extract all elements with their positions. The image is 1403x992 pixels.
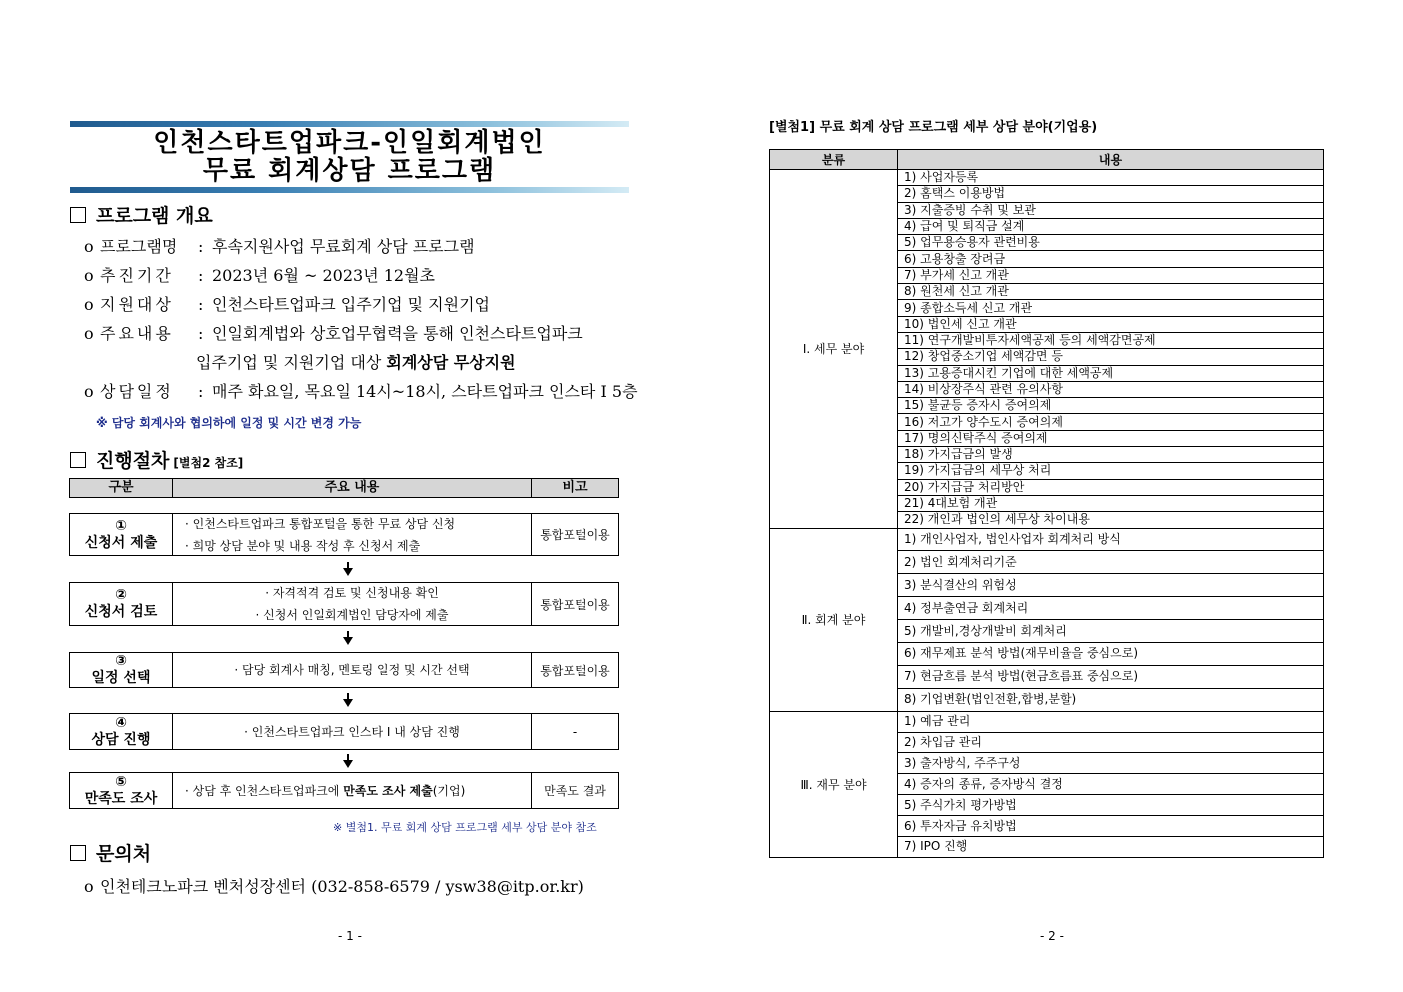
table-item-cell: 2) 홈택스 이용방법	[898, 186, 1324, 202]
step-number: ②	[115, 587, 127, 603]
overview-note: ※ 담당 회계사와 협의하에 일정 및 시간 변경 가능	[96, 416, 362, 430]
circle-bullet-icon: o	[84, 237, 94, 256]
overview-value-bold: 회계상담 무상지원	[386, 353, 516, 372]
page-number-2: - 2 -	[1040, 929, 1064, 943]
title-bar-bottom	[70, 187, 629, 193]
table-item-cell: 5) 업무용승용자 관련비용	[898, 235, 1324, 251]
section-overview-heading: 프로그램 개요	[96, 205, 213, 227]
step-line: · 자격적격 검토 및 신청내용 확인	[265, 586, 439, 600]
step-name: 신청서 제출	[84, 534, 158, 551]
table-item-cell: 15) 불균등 증자시 증여의제	[898, 398, 1324, 414]
arrow-down-icon	[343, 699, 353, 707]
table-header-content: 내용	[898, 150, 1324, 170]
process-header-remark: 비고	[562, 480, 588, 495]
table-item-cell: 6) 투자자금 유치방법	[898, 816, 1324, 837]
page-title-line2: 무료 회계상담 프로그램	[202, 156, 497, 186]
step-name: 만족도 조사	[84, 790, 158, 807]
table-item-cell: 8) 원천세 신고 개관	[898, 284, 1324, 300]
step-name: 상담 진행	[91, 731, 151, 748]
step-remark: 통합포털이용	[540, 528, 610, 542]
table-row	[770, 170, 1324, 186]
arrow-down-icon	[343, 760, 353, 768]
section-process-heading: 진행절차	[96, 450, 170, 472]
overview-item-continued	[196, 353, 516, 373]
table-item-cell: 5) 개발비,경상개발비 회계처리	[898, 620, 1324, 643]
square-bullet-icon	[70, 452, 86, 468]
circle-bullet-icon: o	[84, 266, 94, 285]
table-item-cell: 14) 비상장주식 관련 유의사항	[898, 381, 1324, 397]
process-header-category: 구분	[70, 479, 173, 497]
step-number: ①	[115, 517, 127, 534]
circle-bullet-icon: o	[84, 324, 94, 343]
table-item-cell: 13) 고용증대시킨 기업에 대한 세액공제	[898, 365, 1324, 381]
table-item-cell: 1) 개인사업자, 법인사업자 회계처리 방식	[898, 528, 1324, 551]
process-step	[69, 513, 619, 556]
table-item-cell: 19) 가지급금의 세무상 처리	[898, 463, 1324, 479]
table-item-cell: 10) 법인세 신고 개관	[898, 316, 1324, 332]
table-item-cell: 11) 연구개발비투자세액공제 등의 세액감면공제	[898, 332, 1324, 348]
section-process-note: [별첨2 참조]	[173, 456, 244, 470]
step-number: ⑤	[115, 773, 127, 790]
step-line	[185, 780, 531, 802]
step-remark: 통합포털이용	[540, 597, 610, 612]
process-header-content: 주요 내용	[173, 479, 532, 497]
step-remark: 통합포털이용	[540, 663, 610, 678]
table-item-cell: 4) 정부출연금 회계처리	[898, 597, 1324, 620]
title-bar-top	[70, 121, 629, 127]
process-step	[69, 582, 619, 626]
table-item-cell: 7) 부가세 신고 개관	[898, 267, 1324, 283]
table-item-cell: 16) 저고가 양수도시 증여의제	[898, 414, 1324, 430]
step-remark: -	[572, 724, 578, 739]
step-line: · 담당 회계사 매칭, 멘토링 일정 및 시간 선택	[234, 663, 470, 677]
step-line: · 인천스타트업파크 인스타 I 내 상담 진행	[244, 724, 460, 739]
section-contact	[70, 843, 151, 865]
overview-item: o 상담일정 : 매주 화요일, 목요일 14시~18시, 스타트업파크 인스타 I 5층	[84, 382, 638, 401]
table-category-cell: Ⅲ. 재무 분야	[770, 711, 898, 857]
contact-text	[84, 874, 584, 897]
overview-value: 후속지원사업 무료회계 상담 프로그램	[212, 237, 475, 256]
table-item-cell: 4) 급여 및 퇴직금 설계	[898, 218, 1324, 234]
overview-label: 추진기간	[100, 266, 174, 285]
arrow-down-icon	[343, 637, 353, 645]
square-bullet-icon	[70, 845, 86, 861]
table-item-cell: 3) 출자방식, 주주구성	[898, 753, 1324, 774]
table-item-cell: 22) 개인과 법인의 세무상 차이내용	[898, 512, 1324, 528]
table-header-category: 분류	[770, 150, 898, 170]
circle-bullet-icon: o	[84, 295, 94, 314]
table-item-cell: 1) 사업자등록	[898, 170, 1324, 186]
overview-value: 2023년 6월 ~ 2023년 12월초	[212, 266, 436, 285]
table-row	[770, 711, 1324, 732]
overview-item: o 주요내용 : 인일회계법와 상호업무협력을 통해 인천스타트업파크	[84, 324, 583, 343]
consult-fields-table	[769, 149, 1324, 858]
section-process	[70, 450, 243, 474]
process-ref-note: ※ 별첨1. 무료 회계 상담 프로그램 세부 상담 분야 참조	[333, 821, 597, 834]
overview-item: o 프로그램명 : 후속지원사업 무료회계 상담 프로그램	[84, 237, 475, 256]
process-header	[69, 478, 619, 498]
table-item-cell: 2) 법인 회계처리기준	[898, 551, 1324, 574]
table-item-cell: 4) 증자의 종류, 증자방식 결정	[898, 774, 1324, 795]
table-category-cell: Ⅱ. 회계 분야	[770, 528, 898, 711]
step-line-text: · 상담 후 인천스타트업파크에	[185, 783, 344, 798]
table-category-cell: Ⅰ. 세무 분야	[770, 170, 898, 529]
overview-label: 상담일정	[100, 382, 174, 401]
table-item-cell: 18) 가지급금의 발생	[898, 447, 1324, 463]
page-title-line1: 인천스타트업파크-인일회계법인	[153, 128, 546, 158]
square-bullet-icon	[70, 207, 86, 223]
contact-value: 인천테크노파크 벤처성장센터 (032-858-6579 / ysw38@itp.or.kr)	[100, 877, 584, 896]
table-item-cell: 21) 4대보험 개관	[898, 495, 1324, 511]
step-line: · 인천스타트업파크 통합포털을 통한 무료 상담 신청	[185, 516, 456, 531]
table-item-cell: 7) 현금흐름 분석 방법(현금흐름표 중심으로)	[898, 665, 1324, 688]
arrow-down-icon	[343, 568, 353, 576]
table-item-cell: 7) IPO 진행	[898, 837, 1324, 858]
table-item-cell: 17) 명의신탁주식 증여의제	[898, 430, 1324, 446]
overview-value: 매주 화요일, 목요일 14시~18시, 스타트업파크 인스타 I 5층	[212, 382, 638, 401]
step-remark: 만족도 결과	[544, 784, 606, 798]
table-item-cell: 20) 가지급금 처리방안	[898, 479, 1324, 495]
table-item-cell: 1) 예금 관리	[898, 711, 1324, 732]
table-item-cell: 2) 차입금 관리	[898, 732, 1324, 753]
overview-item: o 지원대상 : 인천스타트업파크 입주기업 및 지원기업	[84, 295, 491, 314]
overview-value: 인천스타트업파크 입주기업 및 지원기업	[212, 295, 491, 314]
step-name: 신청서 검토	[84, 604, 158, 620]
table-item-cell: 6) 고용창출 장려금	[898, 251, 1324, 267]
step-name: 일정 선택	[91, 670, 151, 686]
step-number: ③	[115, 653, 127, 669]
overview-item: o 추진기간 : 2023년 6월 ~ 2023년 12월초	[84, 266, 436, 285]
circle-bullet-icon: o	[84, 877, 94, 896]
step-line: · 희망 상담 분야 및 내용 작성 후 신청서 제출	[185, 538, 421, 553]
overview-label: 주요내용	[100, 324, 174, 343]
process-step	[69, 652, 619, 688]
table-item-cell: 9) 종합소득세 신고 개관	[898, 300, 1324, 316]
overview-label: 지원대상	[100, 295, 174, 314]
process-step	[69, 713, 619, 750]
overview-label: 프로그램명	[100, 237, 178, 256]
step-line-bold: 만족도 조사 제출	[343, 783, 433, 798]
table-item-cell: 12) 창업중소기업 세액감면 등	[898, 349, 1324, 365]
table-row	[770, 528, 1324, 551]
table-item-cell: 3) 분식결산의 위험성	[898, 574, 1324, 597]
step-line: · 신청서 인일회계법인 담당자에 제출	[255, 608, 449, 622]
section-contact-heading: 문의처	[96, 843, 152, 865]
section-overview	[70, 205, 213, 227]
table-item-cell: 3) 지출증빙 수취 및 보관	[898, 202, 1324, 218]
table-item-cell: 5) 주식가치 평가방법	[898, 795, 1324, 816]
table-item-cell: 6) 재무제표 분석 방법(재무비율을 중심으로)	[898, 642, 1324, 665]
overview-value: 입주기업 및 지원기업 대상	[196, 353, 387, 372]
page-number-1: - 1 -	[338, 929, 362, 943]
step-line-text: (기업)	[432, 783, 466, 798]
step-number: ④	[115, 714, 127, 731]
overview-value: 인일회계법와 상호업무협력을 통해 인천스타트업파크	[212, 324, 583, 343]
process-step	[69, 772, 619, 809]
table-item-cell: 8) 기업변환(법인전환,합병,분할)	[898, 688, 1324, 711]
appendix-heading: [별첨1] 무료 회계 상담 프로그램 세부 상담 분야(기업용)	[769, 120, 1098, 135]
circle-bullet-icon: o	[84, 382, 94, 401]
